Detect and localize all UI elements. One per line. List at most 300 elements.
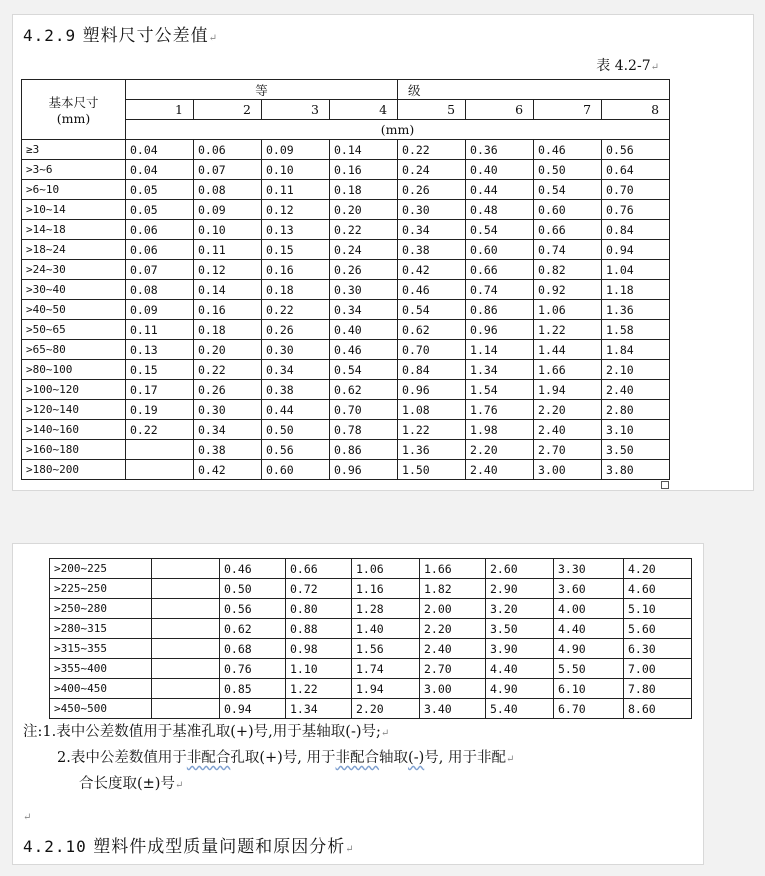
tolerance-value-cell[interactable]: 2.40	[602, 380, 670, 400]
tolerance-value-cell[interactable]: 1.28	[352, 599, 420, 619]
tolerance-value-cell[interactable]: 1.22	[398, 420, 466, 440]
size-range-cell[interactable]: >160~180	[22, 440, 126, 460]
size-range-cell[interactable]: >14~18	[22, 220, 126, 240]
tolerance-value-cell[interactable]: 5.60	[624, 619, 692, 639]
table-row	[50, 639, 692, 659]
tolerance-value-cell[interactable]: 0.76	[220, 659, 286, 679]
tolerance-value-cell[interactable]	[152, 559, 220, 579]
tolerance-value-cell[interactable]: 1.94	[534, 380, 602, 400]
tolerance-value-cell[interactable]: 0.54	[466, 220, 534, 240]
tolerance-value-cell[interactable]: 1.98	[466, 420, 534, 440]
tolerance-value-cell[interactable]: 0.09	[194, 200, 262, 220]
tolerance-value-cell[interactable]: 0.38	[398, 240, 466, 260]
tolerance-value-cell[interactable]: 0.94	[220, 699, 286, 719]
size-range-cell[interactable]: >6~10	[22, 180, 126, 200]
tolerance-value-cell[interactable]: 0.24	[398, 160, 466, 180]
section-heading-4-2-10[interactable]	[23, 832, 355, 857]
tolerance-value-cell[interactable]: 0.46	[534, 140, 602, 160]
tolerance-value-cell[interactable]: 7.00	[624, 659, 692, 679]
tolerance-value-cell[interactable]: 0.70	[330, 400, 398, 420]
tolerance-value-cell[interactable]	[152, 659, 220, 679]
tolerance-value-cell[interactable]: 0.18	[262, 280, 330, 300]
tolerance-value-cell[interactable]: 0.76	[602, 200, 670, 220]
tolerance-value-cell[interactable]: 0.60	[534, 200, 602, 220]
size-range-cell[interactable]: >355~400	[50, 659, 152, 679]
tolerance-value-cell[interactable]: 3.20	[486, 599, 554, 619]
tolerance-value-cell[interactable]: 1.04	[602, 260, 670, 280]
tolerance-value-cell[interactable]: 0.48	[466, 200, 534, 220]
tolerance-value-cell[interactable]: 0.16	[194, 300, 262, 320]
tolerance-value-cell[interactable]: 0.10	[194, 220, 262, 240]
size-range-cell[interactable]: >450~500	[50, 699, 152, 719]
size-range-cell[interactable]: >200~225	[50, 559, 152, 579]
document-page-1	[12, 14, 754, 491]
size-range-cell[interactable]: >65~80	[22, 340, 126, 360]
grade-header-cell[interactable]	[194, 100, 262, 120]
table-caption[interactable]	[596, 55, 659, 75]
tolerance-value-cell[interactable]: 2.00	[420, 599, 486, 619]
tolerance-value-cell[interactable]: 0.46	[330, 340, 398, 360]
tolerance-value-cell[interactable]: 3.00	[534, 460, 602, 480]
tolerance-value-cell[interactable]: 0.42	[194, 460, 262, 480]
table-row	[50, 659, 692, 679]
tolerance-value-cell[interactable]: 3.50	[486, 619, 554, 639]
tolerance-value-cell[interactable]: 1.16	[352, 579, 420, 599]
tolerance-value-cell[interactable]: 0.62	[398, 320, 466, 340]
tolerance-value-cell[interactable]: 4.90	[554, 639, 624, 659]
tolerance-value-cell[interactable]: 0.96	[330, 460, 398, 480]
tolerance-value-cell[interactable]: 0.11	[126, 320, 194, 340]
table-row	[22, 460, 670, 480]
grade-header-cell[interactable]	[534, 100, 602, 120]
tolerance-value-cell[interactable]: 2.20	[420, 619, 486, 639]
tolerance-value-cell[interactable]: 2.20	[466, 440, 534, 460]
tolerance-value-cell[interactable]: 2.20	[534, 400, 602, 420]
tolerance-value-cell[interactable]: 1.56	[352, 639, 420, 659]
tolerance-value-cell[interactable]: 8.60	[624, 699, 692, 719]
tolerance-value-cell[interactable]: 0.86	[466, 300, 534, 320]
unit-row-cell[interactable]	[126, 120, 670, 140]
section-number: 4.2.10	[23, 837, 87, 856]
tolerance-value-cell[interactable]: 0.34	[330, 300, 398, 320]
tolerance-value-cell[interactable]: 0.84	[602, 220, 670, 240]
size-range-cell[interactable]: ≥3	[22, 140, 126, 160]
tolerance-value-cell[interactable]: 0.50	[220, 579, 286, 599]
tolerance-value-cell[interactable]: 0.56	[602, 140, 670, 160]
grade-header-left: 等	[255, 82, 268, 98]
tolerance-value-cell[interactable]	[152, 579, 220, 599]
size-header-cell[interactable]	[22, 80, 126, 140]
tolerance-value-cell[interactable]: 3.50	[602, 440, 670, 460]
tolerance-value-cell[interactable]: 0.08	[126, 280, 194, 300]
tolerance-value-cell[interactable]: 1.22	[286, 679, 352, 699]
tolerance-value-cell[interactable]: 0.78	[330, 420, 398, 440]
tolerance-value-cell[interactable]	[126, 460, 194, 480]
paragraph-mark: ↵	[174, 780, 184, 791]
tolerance-value-cell[interactable]: 0.15	[262, 240, 330, 260]
size-range-cell[interactable]: >80~100	[22, 360, 126, 380]
tolerance-value-cell[interactable]: 0.96	[398, 380, 466, 400]
tolerance-value-cell[interactable]: 0.24	[330, 240, 398, 260]
tolerance-value-cell[interactable]	[126, 440, 194, 460]
tolerance-value-cell[interactable]: 0.66	[466, 260, 534, 280]
tolerance-value-cell[interactable]: 5.50	[554, 659, 624, 679]
tolerance-value-cell[interactable]: 5.40	[486, 699, 554, 719]
tolerance-value-cell[interactable]: 0.36	[466, 140, 534, 160]
note-line-3	[23, 772, 514, 798]
table-row	[22, 340, 670, 360]
table-row	[50, 699, 692, 719]
tolerance-value-cell[interactable]: 1.10	[286, 659, 352, 679]
grade-header-cell[interactable]	[398, 100, 466, 120]
tolerance-value-cell[interactable]: 0.10	[262, 160, 330, 180]
tolerance-value-cell[interactable]: 4.20	[624, 559, 692, 579]
tolerance-value-cell[interactable]: 0.09	[262, 140, 330, 160]
tolerance-value-cell[interactable]: 2.70	[534, 440, 602, 460]
tolerance-value-cell[interactable]: 0.62	[330, 380, 398, 400]
size-range-cell[interactable]: >315~355	[50, 639, 152, 659]
table-row	[22, 360, 670, 380]
tolerance-value-cell[interactable]: 0.54	[398, 300, 466, 320]
table-row	[22, 160, 670, 180]
size-range-cell[interactable]: >100~120	[22, 380, 126, 400]
tolerance-value-cell[interactable]: 0.38	[194, 440, 262, 460]
tolerance-value-cell[interactable]: 0.92	[534, 280, 602, 300]
note-3-text: 合长度取(±)号	[79, 776, 175, 792]
tolerance-value-cell[interactable]: 1.54	[466, 380, 534, 400]
grade-number: 2	[243, 102, 251, 117]
tolerance-value-cell[interactable]: 1.18	[602, 280, 670, 300]
tolerance-value-cell[interactable]	[152, 639, 220, 659]
tolerance-value-cell[interactable]: 0.13	[126, 340, 194, 360]
tolerance-value-cell[interactable]: 0.22	[262, 300, 330, 320]
tolerance-value-cell[interactable]: 0.11	[194, 240, 262, 260]
tolerance-value-cell[interactable]: 4.90	[486, 679, 554, 699]
tolerance-value-cell[interactable]: 0.11	[262, 180, 330, 200]
table-resize-handle[interactable]	[661, 481, 669, 489]
tolerance-table-part-2	[49, 558, 692, 719]
tolerance-value-cell[interactable]: 0.66	[286, 559, 352, 579]
tolerance-value-cell[interactable]: 0.64	[602, 160, 670, 180]
tolerance-value-cell[interactable]: 0.70	[398, 340, 466, 360]
table-row	[22, 400, 670, 420]
tolerance-value-cell[interactable]: 0.34	[398, 220, 466, 240]
tolerance-value-cell[interactable]: 0.46	[220, 559, 286, 579]
tolerance-value-cell[interactable]: 0.12	[262, 200, 330, 220]
tolerance-value-cell[interactable]: 0.82	[534, 260, 602, 280]
tolerance-value-cell[interactable]: 0.38	[262, 380, 330, 400]
tolerance-value-cell[interactable]: 0.34	[262, 360, 330, 380]
grade-header-cell[interactable]	[126, 100, 194, 120]
grade-number: 4	[379, 102, 388, 117]
table-row	[50, 619, 692, 639]
size-range-cell[interactable]: >30~40	[22, 280, 126, 300]
tolerance-value-cell[interactable]: 0.54	[330, 360, 398, 380]
tolerance-value-cell[interactable]: 0.14	[194, 280, 262, 300]
tolerance-value-cell[interactable]: 0.20	[194, 340, 262, 360]
tolerance-value-cell[interactable]: 0.60	[466, 240, 534, 260]
tolerance-value-cell[interactable]: 4.00	[554, 599, 624, 619]
table-row	[22, 420, 670, 440]
table-row	[22, 200, 670, 220]
grade-header-right-cell[interactable]	[398, 80, 670, 100]
tolerance-value-cell[interactable]: 0.18	[194, 320, 262, 340]
note-2-part-a: 2.表中公差数值用于	[57, 750, 187, 766]
tolerance-value-cell[interactable]: 0.62	[220, 619, 286, 639]
tolerance-value-cell[interactable]	[152, 699, 220, 719]
size-unit: (mm)	[56, 111, 91, 126]
table-row	[22, 280, 670, 300]
empty-paragraph	[23, 798, 514, 830]
table-row	[50, 599, 692, 619]
tolerance-value-cell[interactable]: 0.85	[220, 679, 286, 699]
tolerance-value-cell[interactable]: 1.14	[466, 340, 534, 360]
tolerance-value-cell[interactable]: 0.44	[466, 180, 534, 200]
tolerance-value-cell[interactable]: 0.84	[398, 360, 466, 380]
paragraph-mark: ↵	[208, 33, 218, 44]
table-row	[22, 380, 670, 400]
note-line-1	[23, 720, 514, 746]
table-notes[interactable]	[23, 720, 514, 830]
tolerance-value-cell[interactable]: 1.74	[352, 659, 420, 679]
grade-number: 6	[515, 102, 524, 117]
tolerance-value-cell[interactable]: 0.17	[126, 380, 194, 400]
tolerance-value-cell[interactable]: 0.26	[194, 380, 262, 400]
table-row	[22, 140, 670, 160]
tolerance-value-cell[interactable]: 0.26	[398, 180, 466, 200]
tolerance-value-cell[interactable]: 1.66	[534, 360, 602, 380]
paragraph-mark: ↵	[23, 812, 32, 823]
section-heading-4-2-9[interactable]	[23, 21, 218, 46]
tolerance-table-part-1	[21, 79, 670, 480]
size-range-cell[interactable]: >18~24	[22, 240, 126, 260]
tolerance-value-cell[interactable]: 0.88	[286, 619, 352, 639]
tolerance-value-cell[interactable]: 0.72	[286, 579, 352, 599]
tolerance-value-cell[interactable]	[152, 679, 220, 699]
tolerance-value-cell[interactable]: 1.06	[534, 300, 602, 320]
tolerance-value-cell[interactable]: 1.82	[420, 579, 486, 599]
tolerance-value-cell[interactable]: 0.26	[262, 320, 330, 340]
tolerance-value-cell[interactable]: 0.19	[126, 400, 194, 420]
table-caption-text: 表 4.2-7	[596, 58, 651, 74]
tolerance-value-cell[interactable]: 0.80	[286, 599, 352, 619]
tolerance-value-cell[interactable]: 0.50	[262, 420, 330, 440]
note-2-part-f: (-)	[408, 750, 425, 766]
tolerance-value-cell[interactable]: 3.40	[420, 699, 486, 719]
size-range-cell[interactable]: >50~65	[22, 320, 126, 340]
paragraph-mark: ↵	[505, 754, 515, 765]
tolerance-value-cell[interactable]: 0.05	[126, 200, 194, 220]
tolerance-value-cell[interactable]: 0.56	[262, 440, 330, 460]
size-range-cell[interactable]: >250~280	[50, 599, 152, 619]
tolerance-value-cell[interactable]: 0.30	[262, 340, 330, 360]
table-row	[22, 180, 670, 200]
grade-number: 7	[583, 102, 592, 117]
tolerance-value-cell[interactable]: 1.76	[466, 400, 534, 420]
tolerance-value-cell[interactable]: 2.40	[420, 639, 486, 659]
tolerance-value-cell[interactable]: 0.08	[194, 180, 262, 200]
tolerance-value-cell[interactable]: 5.10	[624, 599, 692, 619]
tolerance-value-cell[interactable]: 0.94	[602, 240, 670, 260]
tolerance-value-cell[interactable]: 0.60	[262, 460, 330, 480]
tolerance-value-cell[interactable]: 6.30	[624, 639, 692, 659]
size-range-cell[interactable]: >3~6	[22, 160, 126, 180]
size-range-cell[interactable]: >140~160	[22, 420, 126, 440]
tolerance-value-cell[interactable]	[152, 619, 220, 639]
tolerance-value-cell[interactable]: 1.36	[398, 440, 466, 460]
grade-header-right: 级	[408, 82, 421, 98]
tolerance-value-cell[interactable]: 1.44	[534, 340, 602, 360]
tolerance-value-cell[interactable]: 0.44	[262, 400, 330, 420]
tolerance-value-cell[interactable]: 2.80	[602, 400, 670, 420]
tolerance-value-cell[interactable]: 0.40	[466, 160, 534, 180]
size-range-cell[interactable]: >225~250	[50, 579, 152, 599]
tolerance-value-cell[interactable]: 0.86	[330, 440, 398, 460]
tolerance-value-cell[interactable]: 3.30	[554, 559, 624, 579]
tolerance-value-cell[interactable]: 1.06	[352, 559, 420, 579]
tolerance-value-cell[interactable]: 0.16	[262, 260, 330, 280]
tolerance-value-cell[interactable]: 4.60	[624, 579, 692, 599]
tolerance-value-cell[interactable]: 0.20	[330, 200, 398, 220]
tolerance-value-cell[interactable]: 6.10	[554, 679, 624, 699]
tolerance-value-cell[interactable]: 0.22	[126, 420, 194, 440]
tolerance-value-cell[interactable]: 0.34	[194, 420, 262, 440]
tolerance-value-cell[interactable]: 0.26	[330, 260, 398, 280]
tolerance-value-cell[interactable]: 1.34	[286, 699, 352, 719]
tolerance-value-cell[interactable]: 0.68	[220, 639, 286, 659]
tolerance-value-cell[interactable]: 0.14	[330, 140, 398, 160]
tolerance-value-cell[interactable]: 2.70	[420, 659, 486, 679]
tolerance-value-cell[interactable]: 0.74	[466, 280, 534, 300]
tolerance-value-cell[interactable]: 3.10	[602, 420, 670, 440]
tolerance-value-cell[interactable]: 3.80	[602, 460, 670, 480]
note-2-part-g: 号, 用于非配	[424, 750, 506, 766]
tolerance-value-cell[interactable]: 0.16	[330, 160, 398, 180]
tolerance-value-cell[interactable]: 0.46	[398, 280, 466, 300]
tolerance-value-cell[interactable]: 0.96	[466, 320, 534, 340]
tolerance-value-cell[interactable]: 0.15	[126, 360, 194, 380]
tolerance-value-cell[interactable]: 0.98	[286, 639, 352, 659]
tolerance-value-cell[interactable]: 2.10	[602, 360, 670, 380]
table-row	[50, 559, 692, 579]
size-range-cell[interactable]: >10~14	[22, 200, 126, 220]
tolerance-value-cell[interactable]: 1.66	[420, 559, 486, 579]
tolerance-value-cell[interactable]: 0.04	[126, 160, 194, 180]
tolerance-value-cell[interactable]: 1.36	[602, 300, 670, 320]
tolerance-value-cell[interactable]: 1.84	[602, 340, 670, 360]
note-line-2	[23, 746, 514, 772]
tolerance-value-cell[interactable]: 0.42	[398, 260, 466, 280]
table-row	[50, 679, 692, 699]
tolerance-value-cell[interactable]: 2.20	[352, 699, 420, 719]
tolerance-value-cell[interactable]: 1.50	[398, 460, 466, 480]
tolerance-value-cell[interactable]: 0.66	[534, 220, 602, 240]
tolerance-value-cell[interactable]: 4.40	[554, 619, 624, 639]
tolerance-value-cell[interactable]: 1.58	[602, 320, 670, 340]
section-title: 塑料件成型质量问题和原因分析	[93, 837, 346, 857]
table-body-part-1	[22, 140, 670, 480]
size-range-cell[interactable]: >280~315	[50, 619, 152, 639]
tolerance-value-cell[interactable]: 0.06	[126, 240, 194, 260]
tolerance-value-cell[interactable]: 1.34	[466, 360, 534, 380]
paragraph-mark: ↵	[650, 62, 659, 73]
table-row	[22, 220, 670, 240]
section-number: 4.2.9	[23, 26, 77, 45]
tolerance-value-cell[interactable]: 0.54	[534, 180, 602, 200]
note-2-part-e: 轴取	[379, 750, 409, 766]
grade-header-cell[interactable]	[330, 100, 398, 120]
grade-header-left-cell[interactable]	[126, 80, 398, 100]
size-range-cell[interactable]: >180~200	[22, 460, 126, 480]
grade-header-cell[interactable]	[262, 100, 330, 120]
tolerance-value-cell[interactable]: 0.04	[126, 140, 194, 160]
tolerance-value-cell[interactable]: 0.50	[534, 160, 602, 180]
tolerance-value-cell[interactable]: 3.00	[420, 679, 486, 699]
tolerance-value-cell[interactable]: 0.13	[262, 220, 330, 240]
tolerance-value-cell[interactable]: 2.40	[534, 420, 602, 440]
tolerance-value-cell[interactable]: 1.40	[352, 619, 420, 639]
tolerance-value-cell[interactable]: 7.80	[624, 679, 692, 699]
tolerance-value-cell[interactable]: 4.40	[486, 659, 554, 679]
grade-header-cell[interactable]	[602, 100, 670, 120]
tolerance-value-cell[interactable]: 0.09	[126, 300, 194, 320]
tolerance-value-cell[interactable]: 0.07	[194, 160, 262, 180]
tolerance-value-cell[interactable]: 2.90	[486, 579, 554, 599]
tolerance-value-cell[interactable]: 0.05	[126, 180, 194, 200]
tolerance-value-cell[interactable]: 0.30	[398, 200, 466, 220]
tolerance-value-cell[interactable]: 0.74	[534, 240, 602, 260]
size-range-cell[interactable]: >40~50	[22, 300, 126, 320]
tolerance-value-cell[interactable]	[152, 599, 220, 619]
table-body-part-2	[50, 559, 692, 719]
size-range-cell[interactable]: >24~30	[22, 260, 126, 280]
tolerance-value-cell[interactable]: 0.70	[602, 180, 670, 200]
grade-number: 3	[311, 102, 319, 117]
tolerance-value-cell[interactable]: 0.22	[330, 220, 398, 240]
tolerance-value-cell[interactable]: 0.06	[126, 220, 194, 240]
grade-number: 5	[447, 102, 456, 117]
grade-header-cell[interactable]	[466, 100, 534, 120]
tolerance-value-cell[interactable]: 0.12	[194, 260, 262, 280]
tolerance-value-cell[interactable]: 1.94	[352, 679, 420, 699]
tolerance-value-cell[interactable]: 6.70	[554, 699, 624, 719]
tolerance-value-cell[interactable]: 3.60	[554, 579, 624, 599]
note-2-part-b: 非配合	[186, 750, 231, 766]
tolerance-value-cell[interactable]: 0.56	[220, 599, 286, 619]
tolerance-value-cell[interactable]: 0.18	[330, 180, 398, 200]
tolerance-value-cell[interactable]: 0.40	[330, 320, 398, 340]
tolerance-value-cell[interactable]: 0.06	[194, 140, 262, 160]
tolerance-value-cell[interactable]: 1.08	[398, 400, 466, 420]
note-2-part-d: 非配合	[335, 750, 380, 766]
size-header: 基本尺寸	[48, 95, 99, 110]
tolerance-value-cell[interactable]: 0.07	[126, 260, 194, 280]
table-row	[22, 300, 670, 320]
size-range-cell[interactable]: >400~450	[50, 679, 152, 699]
tolerance-value-cell[interactable]: 0.30	[194, 400, 262, 420]
tolerance-value-cell[interactable]: 2.40	[466, 460, 534, 480]
grade-number: 8	[651, 102, 660, 117]
tolerance-value-cell[interactable]: 0.30	[330, 280, 398, 300]
paragraph-mark: ↵	[345, 844, 355, 855]
paragraph-mark: ↵	[380, 728, 390, 739]
tolerance-value-cell[interactable]: 2.60	[486, 559, 554, 579]
tolerance-value-cell[interactable]: 0.22	[398, 140, 466, 160]
tolerance-value-cell[interactable]: 0.22	[194, 360, 262, 380]
tolerance-value-cell[interactable]: 1.22	[534, 320, 602, 340]
tolerance-value-cell[interactable]: 3.90	[486, 639, 554, 659]
size-range-cell[interactable]: >120~140	[22, 400, 126, 420]
